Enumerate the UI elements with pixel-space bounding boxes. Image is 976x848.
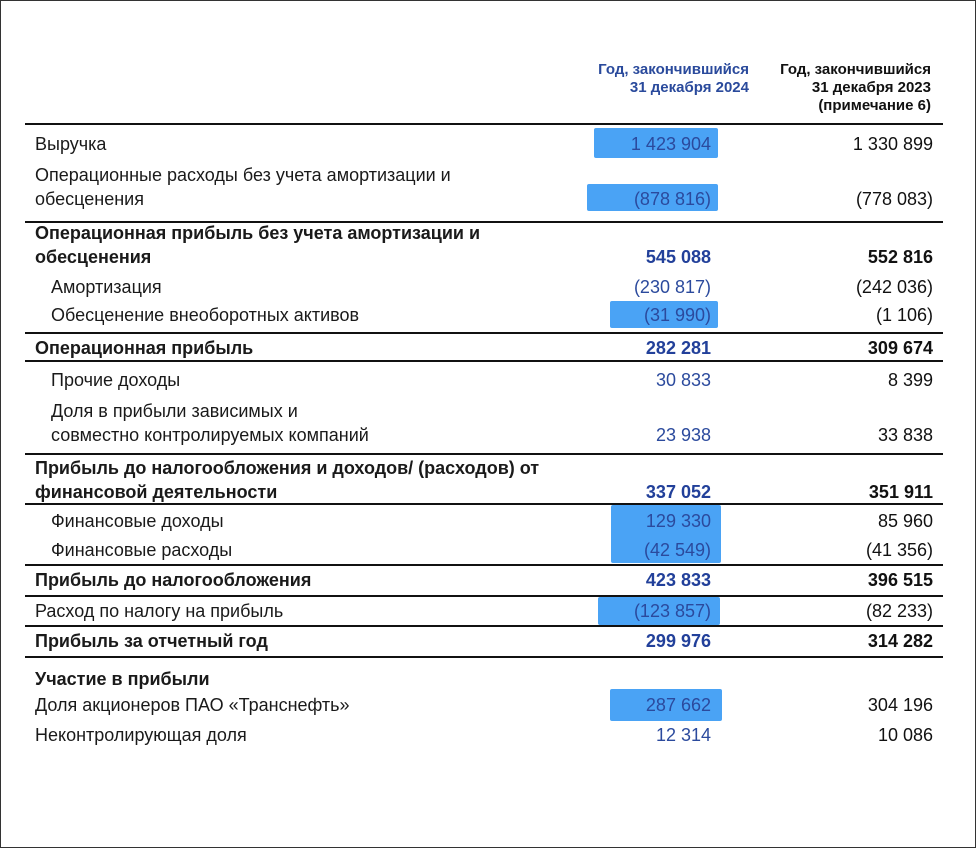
row-label: Расход по налогу на прибыль [35, 601, 284, 621]
row-label: Амортизация [51, 277, 162, 297]
value-2023: (778 083) [855, 189, 933, 209]
value-2023: 8 399 [887, 370, 933, 390]
section-heading: Участие в прибыли [35, 669, 210, 689]
value-2024: 1 423 904 [630, 134, 711, 154]
value-2024: 287 662 [645, 695, 711, 715]
row-label: Прибыль до налогообложения [35, 570, 312, 590]
column-header-2023 [780, 61, 931, 115]
value-2023: (41 356) [865, 540, 933, 560]
table-rule [25, 332, 943, 334]
value-2024: 337 052 [645, 482, 711, 502]
row-label: Прибыль за отчетный год [35, 631, 268, 651]
value-2023: 552 816 [867, 247, 933, 267]
header-line: 31 декабря 2023 [811, 79, 931, 96]
row-label: Финансовые расходы [51, 540, 233, 560]
row-label: Доля акционеров ПАО «Транснефть» [35, 695, 350, 715]
value-2024: 282 281 [645, 338, 711, 358]
table-rule [25, 360, 943, 362]
header-line: Год, закончившийся [598, 61, 749, 78]
value-2024: 12 314 [655, 725, 711, 745]
value-2023: (242 036) [855, 277, 933, 297]
row-label: Операционная прибыль без учета амортизации и [35, 223, 481, 243]
value-2024: 423 833 [645, 570, 711, 590]
row-label: Операционные расходы без учета амортизации и [35, 165, 451, 185]
value-2023: (1 106) [875, 305, 933, 325]
header-line: 31 декабря 2024 [629, 79, 749, 96]
table-rule [25, 564, 943, 566]
value-2024: 23 938 [655, 425, 711, 445]
table-rule [25, 123, 943, 125]
table-rule [25, 656, 943, 658]
row-label: финансовой деятельности [35, 482, 278, 502]
value-2024: (230 817) [633, 277, 711, 297]
row-label: Финансовые доходы [51, 511, 224, 531]
table-rule [25, 453, 943, 455]
value-2023: 351 911 [868, 482, 933, 502]
value-2024: 299 976 [645, 631, 711, 651]
value-2024: (878 816) [633, 189, 711, 209]
value-2023: 10 086 [877, 725, 933, 745]
value-2023: 304 196 [867, 695, 933, 715]
value-2024: (42 549) [643, 540, 711, 560]
row-label: Неконтролирующая доля [35, 725, 247, 745]
value-2023: (82 233) [865, 601, 933, 621]
value-2023: 314 282 [867, 631, 933, 651]
row-label: Операционная прибыль [35, 338, 254, 358]
row-label: обесценения [35, 247, 152, 267]
table-rule [25, 625, 943, 627]
row-label: Обесценение внеоборотных активов [51, 305, 360, 325]
value-2024: 545 088 [645, 247, 711, 267]
row-label: Выручка [35, 134, 107, 154]
value-2024: 30 833 [655, 370, 711, 390]
row-label: Прибыль до налогообложения и доходов/ (расходов) от [35, 458, 540, 478]
value-2024: 129 330 [645, 511, 711, 531]
value-2023: 1 330 899 [852, 134, 933, 154]
row-label: Прочие доходы [51, 370, 181, 390]
value-2024: (31 990) [643, 305, 711, 325]
value-2023: 396 515 [867, 570, 933, 590]
column-header-2024 [598, 61, 749, 97]
table-rule [25, 595, 943, 597]
row-label: Доля в прибыли зависимых и [51, 401, 298, 421]
value-2024: (123 857) [633, 601, 711, 621]
value-2023: 85 960 [877, 511, 933, 531]
value-2023: 309 674 [867, 338, 933, 358]
row-label: совместно контролируемых компаний [51, 425, 369, 445]
value-2023: 33 838 [877, 425, 933, 445]
row-label: обесценения [35, 189, 144, 209]
header-line: (примечание 6) [818, 97, 931, 114]
header-line: Год, закончившийся [780, 61, 931, 78]
